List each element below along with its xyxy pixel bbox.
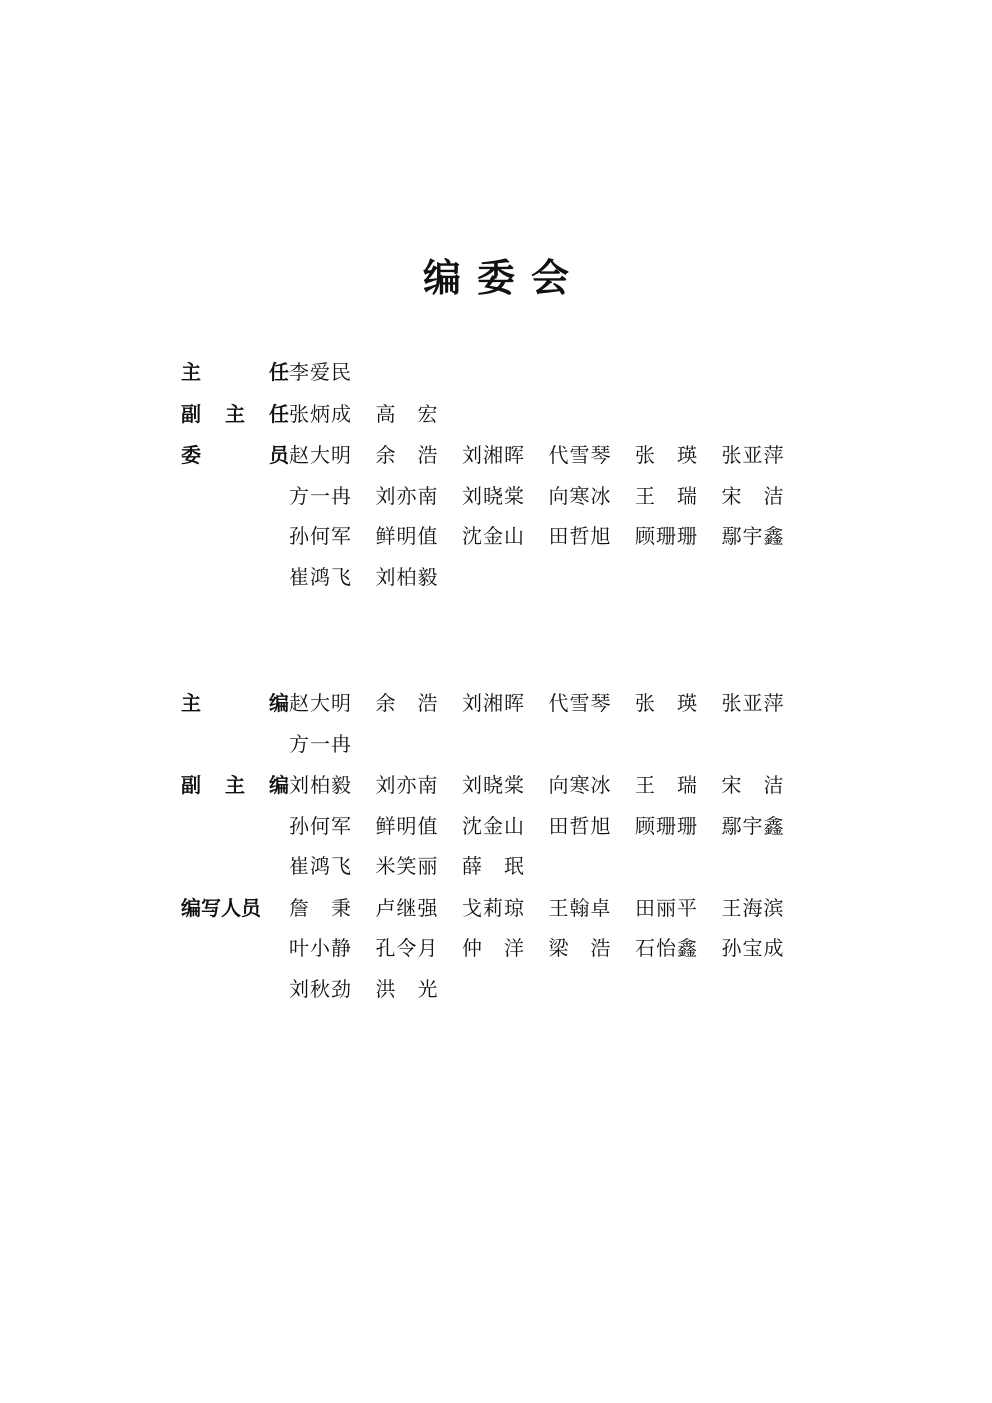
person-name: 刘 晓 棠 — [462, 483, 524, 508]
person-name: 叶 小 静 — [289, 936, 351, 960]
person-name: 刘 湘 晖 — [462, 691, 524, 715]
person-name: 赵 大 明 — [289, 443, 351, 467]
name-list — [289, 394, 809, 435]
person-name: 顾 珊 珊 — [635, 813, 697, 838]
name-list — [289, 888, 809, 1010]
person-name: 张 瑛 — [635, 691, 697, 715]
person-name: 余 浩 — [375, 443, 438, 467]
committee-section — [181, 352, 821, 598]
role-row — [181, 352, 821, 393]
person-name: 洪 光 — [375, 976, 438, 1001]
person-name: 石 怡 鑫 — [635, 936, 697, 960]
page-title: 编委会 — [422, 255, 585, 300]
role-label: 主 任 — [181, 360, 289, 384]
person-name: 田 哲 旭 — [548, 813, 611, 838]
person-name: 刘 湘 晖 — [462, 443, 524, 467]
person-name: 张 炳 成 — [289, 401, 351, 426]
person-name: 王 瑞 — [635, 773, 697, 797]
person-name: 高 宏 — [375, 401, 438, 426]
person-name: 刘 秋 劲 — [289, 976, 351, 1001]
role-label: 委 员 — [181, 443, 289, 467]
person-name: 孙 何 军 — [289, 524, 351, 548]
person-name: 方 一 冉 — [289, 731, 351, 756]
person-name: 赵 大 明 — [289, 691, 351, 715]
person-name: 刘 亦 南 — [375, 483, 438, 508]
person-name: 鲜 明 值 — [375, 813, 438, 838]
person-name: 戈 莉 琼 — [462, 895, 524, 920]
person-name: 向 寒 冰 — [548, 773, 611, 797]
editors-section — [181, 683, 821, 1010]
person-name: 王 瑞 — [635, 483, 697, 508]
person-name: 张 亚 萍 — [721, 691, 784, 715]
person-name: 米 笑 丽 — [375, 854, 438, 878]
person-name: 孙 何 军 — [289, 813, 351, 838]
person-name: 崔 鸿 飞 — [289, 564, 351, 589]
person-name: 刘 柏 毅 — [289, 773, 351, 797]
person-name: 薛 珉 — [462, 854, 524, 878]
person-name: 张 亚 萍 — [721, 443, 784, 467]
name-list — [289, 765, 809, 887]
role-label: 编写人员 — [181, 895, 261, 920]
role-row — [181, 394, 821, 435]
person-name: 刘 亦 南 — [375, 773, 438, 797]
person-name: 余 浩 — [375, 691, 438, 715]
person-name: 王 翰 卓 — [548, 895, 611, 920]
person-name: 代 雪 琴 — [548, 691, 611, 715]
name-list — [289, 435, 809, 597]
person-name: 孙 宝 成 — [721, 936, 784, 960]
person-name: 鄢 宇 鑫 — [721, 524, 784, 548]
person-name: 田 丽 平 — [635, 895, 697, 920]
role-label: 主 编 — [181, 691, 289, 715]
role-label: 副 主 任 — [181, 401, 289, 426]
role-row — [181, 435, 821, 597]
person-name: 仲 洋 — [462, 936, 524, 960]
person-name: 鄢 宇 鑫 — [721, 813, 784, 838]
person-name: 宋 洁 — [721, 483, 784, 508]
person-name: 李 爱 民 — [289, 360, 351, 384]
person-name: 向 寒 冰 — [548, 483, 611, 508]
person-name: 沈 金 山 — [462, 524, 524, 548]
role-row — [181, 683, 821, 764]
person-name: 詹 秉 — [289, 895, 351, 920]
name-list — [289, 683, 809, 764]
role-row — [181, 765, 821, 887]
person-name: 沈 金 山 — [462, 813, 524, 838]
person-name: 崔 鸿 飞 — [289, 854, 351, 878]
person-name: 宋 洁 — [721, 773, 784, 797]
person-name: 卢 继 强 — [375, 895, 438, 920]
person-name: 王 海 滨 — [721, 895, 784, 920]
person-name: 张 瑛 — [635, 443, 697, 467]
person-name: 梁 浩 — [548, 936, 611, 960]
role-row — [181, 888, 821, 1010]
person-name: 方 一 冉 — [289, 483, 351, 508]
person-name: 刘 柏 毅 — [375, 564, 438, 589]
person-name: 田 哲 旭 — [548, 524, 611, 548]
person-name: 代 雪 琴 — [548, 443, 611, 467]
role-label: 副 主 编 — [181, 773, 289, 797]
person-name: 刘 晓 棠 — [462, 773, 524, 797]
person-name: 顾 珊 珊 — [635, 524, 697, 548]
person-name: 鲜 明 值 — [375, 524, 438, 548]
person-name: 孔 令 月 — [375, 936, 438, 960]
name-list — [289, 352, 809, 393]
